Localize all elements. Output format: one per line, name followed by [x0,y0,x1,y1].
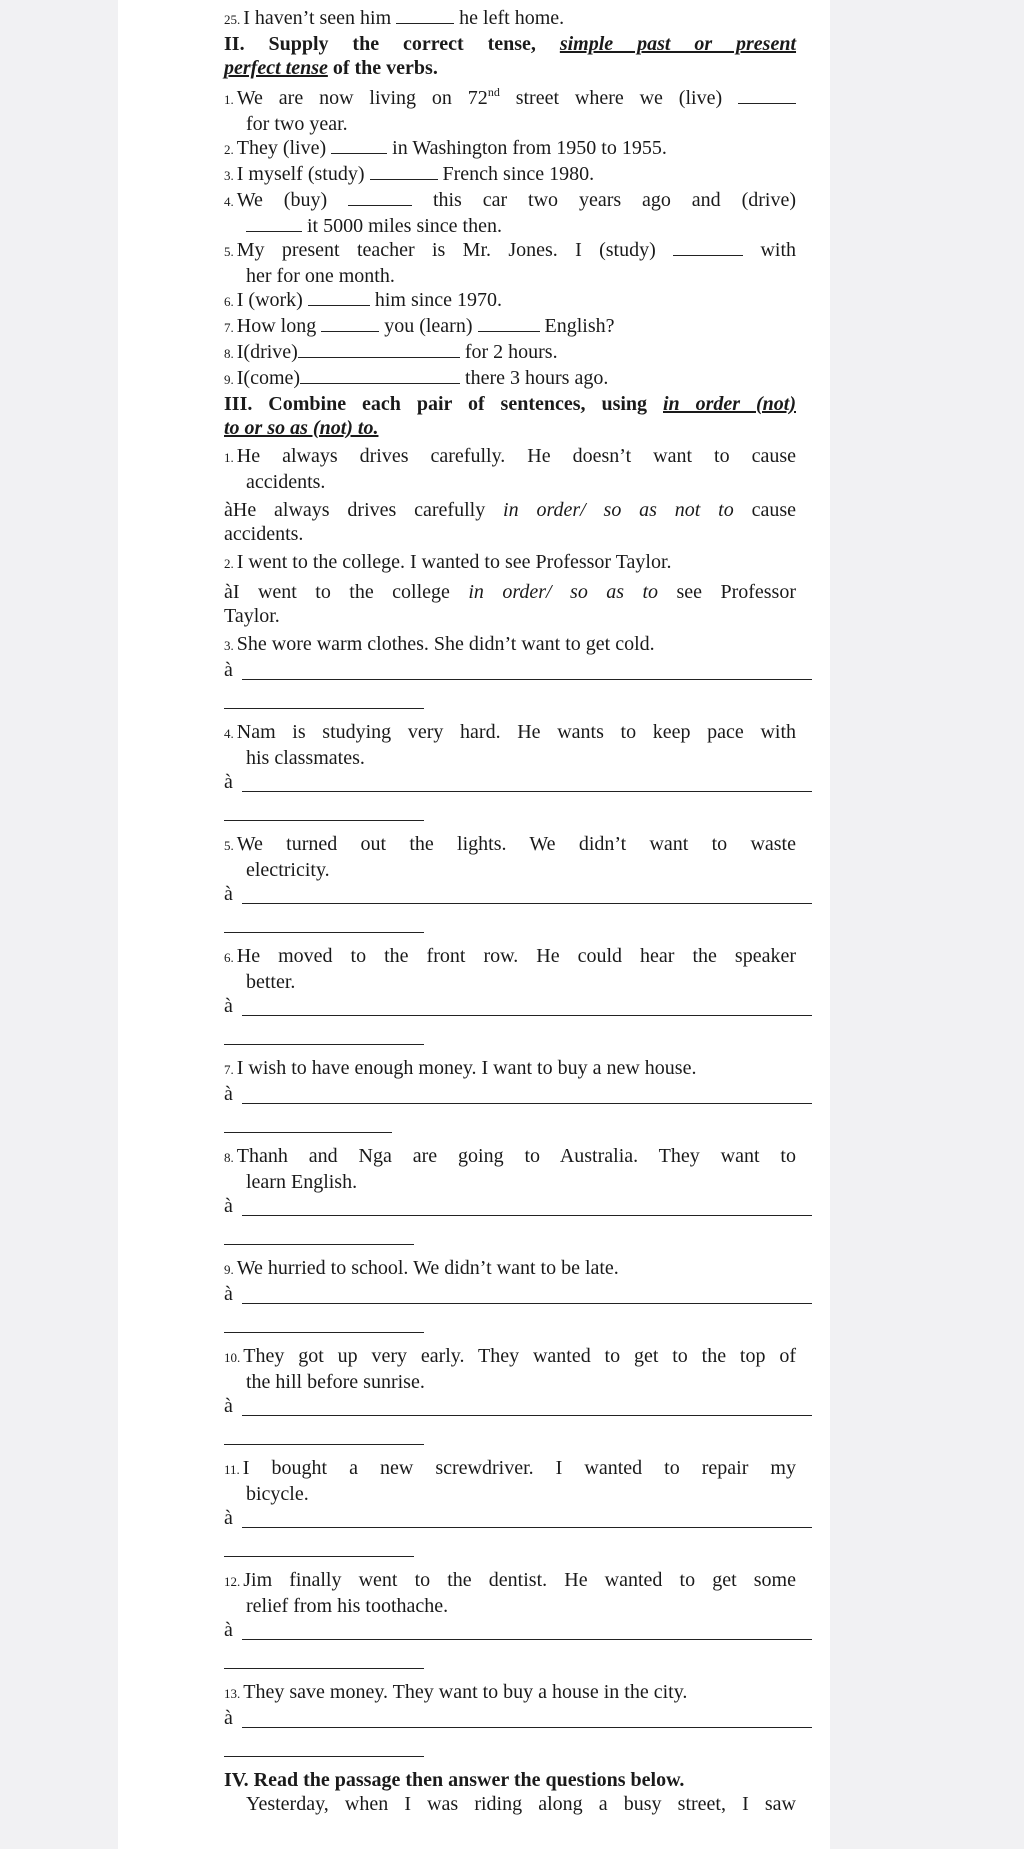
tense-item-1: 1. We are now living on 72nd street where we (live) [224,80,796,112]
answer-blank[interactable] [738,86,796,104]
tense-item-4-cont: it 5000 miles since then. [224,214,796,238]
combine-item-6: 6. He moved to the front row. He could hear the speaker [224,945,796,967]
combine-item-12: 12. Jim finally went to the dentist. He wanted to get some [224,1569,796,1591]
answer-blank[interactable] [246,214,302,232]
combine-item-2-answer-cont: Taylor. [224,605,280,627]
passage-line-1: Yesterday, when I was riding along a busy street, I saw [246,1793,796,1815]
tense-item-1-cont: for two year. [246,113,348,135]
answer-lines[interactable] [224,994,796,1026]
arrow-icon: à [224,1707,233,1729]
answer-lines[interactable] [224,1706,796,1738]
answer-blank[interactable] [370,162,438,180]
combine-item-5-cont: electricity. [246,859,330,881]
combine-item-5: 5. We turned out the lights. We didn’t want to waste [224,833,796,855]
tense-item-4: 4. We (buy) this car two years ago and (drive) [224,189,796,211]
worksheet-content [224,6,796,1816]
arrow-icon: à [224,771,233,793]
answer-lines[interactable] [224,1282,796,1314]
answer-blank[interactable] [396,6,454,24]
arrow-icon: à [224,1195,233,1217]
section-2-heading-line2: perfect tense of the verbs. [224,57,438,79]
section-3-heading-line2: to or so as (not) to. [224,417,379,439]
answer-lines[interactable] [224,1618,796,1650]
section-3-heading: III. Combine each pair of sentences, using in order (not) [224,393,796,415]
combine-item-2: 2. I went to the college. I wanted to see Professor Taylor. [224,551,672,573]
answer-blank[interactable] [308,288,370,306]
answer-lines[interactable] [224,770,796,802]
combine-item-9: 9. We hurried to school. We didn’t want to be late. [224,1257,619,1279]
answer-blank[interactable] [331,136,387,154]
section-2-heading: II. Supply the correct tense, simple past or present [224,33,797,55]
answer-blank[interactable] [673,238,743,256]
answer-blank[interactable] [478,314,540,332]
answer-blank[interactable] [348,188,412,206]
arrow-icon: à [224,1283,233,1305]
item-text: I haven’t seen him [243,7,392,29]
combine-item-11: 11. I bought a new screwdriver. I wanted to repair my [224,1457,796,1479]
tense-item-7: 7. How long you (learn) English? [224,315,615,337]
tense-item-25 [224,6,796,32]
combine-item-11-cont: bicycle. [246,1483,309,1505]
combine-item-1-answer-cont: accidents. [224,523,304,545]
answer-lines[interactable] [224,658,796,690]
arrow-icon: à [224,1507,233,1529]
arrow-icon: à [224,659,233,681]
combine-item-2-answer: àI went to the college in order/ so as to see Professor [224,581,796,603]
tense-item-8: 8. I(drive) for 2 hours. [224,341,558,363]
tense-item-6: 6. I (work) him since 1970. [224,289,503,311]
answer-blank[interactable] [321,314,379,332]
answer-lines[interactable] [224,1082,796,1114]
combine-item-6-cont: better. [246,971,296,993]
combine-item-13: 13. They save money. They want to buy a house in the city. [224,1681,688,1703]
arrow-icon: à [224,995,233,1017]
tense-item-5-cont: her for one month. [246,265,395,287]
combine-item-1-answer: àHe always drives carefully in order/ so as not to cause [224,499,797,521]
combine-item-1-cont: accidents. [246,471,326,493]
combine-item-8: 8. Thanh and Nga are going to Australia. They want to [224,1145,796,1167]
answer-lines[interactable] [224,1394,796,1426]
tense-item-3: 3. I myself (study) French since 1980. [224,163,595,185]
combine-item-7: 7. I wish to have enough money. I want to buy a new house. [224,1057,697,1079]
combine-item-12-cont: relief from his toothache. [246,1595,449,1617]
arrow-icon: à [224,1083,233,1105]
combine-item-8-cont: learn English. [246,1171,358,1193]
combine-item-10-cont: the hill before sunrise. [246,1371,425,1393]
combine-item-4: 4. Nam is studying very hard. He wants to keep pace with [224,721,796,743]
tense-item-5: 5. My present teacher is Mr. Jones. I (study) with [224,239,797,261]
item-number: 25. [224,12,241,27]
answer-lines[interactable] [224,1506,796,1538]
tense-item-2: 2. They (live) in Washington from 1950 to 1955. [224,137,667,159]
combine-item-1: 1. He always drives carefully. He doesn’t want to cause [224,445,796,467]
item-text: he left home. [459,7,565,29]
answer-blank[interactable] [298,340,460,358]
answer-lines[interactable] [224,882,796,914]
combine-item-4-cont: his classmates. [246,747,365,769]
arrow-icon: à [224,883,233,905]
section-4-heading: IV. Read the passage then answer the questions below. [224,1769,685,1791]
answer-blank[interactable] [300,366,460,384]
tense-item-9: 9. I(come) there 3 hours ago. [224,367,609,389]
arrow-icon: à [224,1619,233,1641]
combine-item-10: 10. They got up very early. They wanted to get to the top of [224,1345,796,1367]
answer-lines[interactable] [224,1194,796,1226]
combine-item-3: 3. She wore warm clothes. She didn’t want to get cold. [224,633,655,655]
arrow-icon: à [224,1395,233,1417]
